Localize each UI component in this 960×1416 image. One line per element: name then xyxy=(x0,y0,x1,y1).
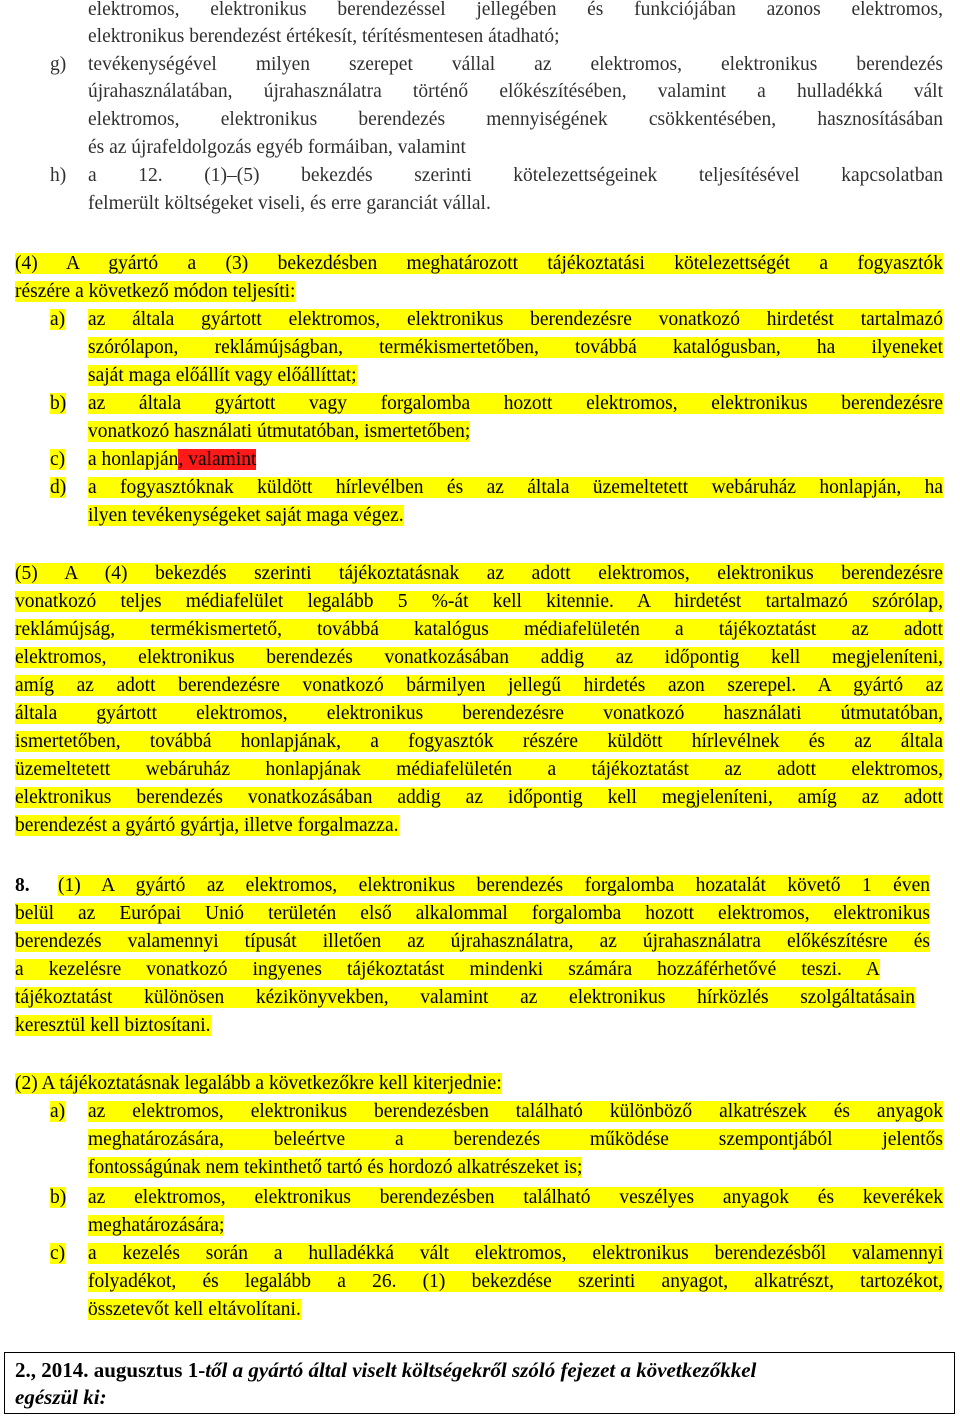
g-line-3: elektromos, elektronikus berendezés mennyiségének csökkentésében, hasznosításában xyxy=(88,109,943,130)
s8-line-2: belül az Európai Unió területén első alkalommal forgalomba hozott elektromos, elektronikus xyxy=(15,903,930,924)
p4-d-line-2: ilyen tevékenységeket saját maga végez. xyxy=(88,505,404,526)
p4-c-line: a honlapján, valamint xyxy=(88,449,257,470)
p5-line-4: elektromos, elektronikus berendezés vonatkozásában addig az időpontig kell megjeleníteni, xyxy=(15,647,943,668)
list-marker-g: g) xyxy=(50,54,67,75)
p2-c-line-1: a kezelés során a hulladékká vált elektromos, elektronikus berendezésből valamennyi xyxy=(88,1243,943,1264)
p4-b-line-1: az általa gyártott vagy forgalomba hozott elektromos, elektronikus berendezésre xyxy=(88,393,943,414)
g-line-2: újrahasználatában, újrahasználatra történő előkészítésében, valamint a hulladékká vált xyxy=(88,81,943,102)
p4-line-2: részére a következő módon teljesíti: xyxy=(15,281,296,302)
p2-c-line-3: összetevőt kell eltávolítani. xyxy=(88,1299,301,1320)
red-highlight: , valamint xyxy=(178,449,257,470)
p5-line-5: amíg az adott berendezésre vonatkozó bármilyen jellegű hirdetés azon szerepel. A gyártó az xyxy=(15,675,943,696)
p2-b-line-1: az elektromos, elektronikus berendezésben található veszélyes anyagok és keverékek xyxy=(88,1187,943,1208)
p2-marker-b: b) xyxy=(50,1187,67,1208)
amendment-note-box xyxy=(4,1352,955,1414)
s8-line-4: a kezelésre vonatkozó ingyenes tájékoztatást mindenki számára hozzáférhetővé teszi. A xyxy=(15,959,880,980)
amendment-note-line-2: egészül ki: xyxy=(15,1385,107,1409)
section-8-number: 8. xyxy=(15,875,30,896)
p5-line-9: elektronikus berendezés vonatkozásában addig az időpontig kell megjeleníteni, amíg az adott xyxy=(15,787,943,808)
g-line-1: tevékenységével milyen szerepet vállal az elektromos, elektronikus berendezés xyxy=(88,54,943,75)
p4-marker-a: a) xyxy=(50,309,66,330)
s8-line-6: keresztül kell biztosítani. xyxy=(15,1015,211,1036)
p2-a-line-2: meghatározására, beleértve a berendezés működése szempontjából jelentős xyxy=(88,1129,943,1150)
p4-d-line-1: a fogyasztóknak küldött hírlevélben és az általa üzemeltetett webáruház honlapján, ha xyxy=(88,477,943,498)
p2-marker-c: c) xyxy=(50,1243,66,1264)
g-line-4: és az újrafeldolgozás egyéb formáiban, valamint xyxy=(88,137,466,158)
list-marker-h: h) xyxy=(50,165,67,186)
p4-a-line-2: szórólapon, reklámújságban, termékismertetőben, továbbá katalógusban, ha ilyeneket xyxy=(88,337,943,358)
p4-a-line-3: saját maga előállít vagy előállíttat; xyxy=(88,365,357,386)
p5-line-3: reklámújság, termékismertető, továbbá katalógus médiafelületén a tájékoztatást az adott xyxy=(15,619,943,640)
p4-marker-d: d) xyxy=(50,477,67,498)
p5-line-7: ismertetőben, továbbá honlapjának, a fogyasztók részére küldött hírlevélnek és az általa xyxy=(15,731,943,752)
s8-line-1: (1) A gyártó az elektromos, elektronikus berendezés forgalomba hozatalát követő 1 éven xyxy=(58,875,930,896)
p4-line-1: (4) A gyártó a (3) bekezdésben meghatározott tájékoztatási kötelezettségét a fogyasztók xyxy=(15,253,943,274)
s8-line-3: berendezés valamennyi típusát illetően az újrahasználatra, az újrahasználatra előkészítésre és xyxy=(15,931,930,952)
p2-marker-a: a) xyxy=(50,1101,66,1122)
p4-a-line-1: az általa gyártott elektromos, elektronikus berendezésre vonatkozó hirdetést tartalmazó xyxy=(88,309,943,330)
p4-marker-c: c) xyxy=(50,449,66,470)
p2-intro: (2) A tájékoztatásnak legalább a következőkre kell kiterjednie: xyxy=(15,1073,502,1094)
p4-marker-b: b) xyxy=(50,393,67,414)
p5-line-2: vonatkozó teljes médiafelület legalább 5 %-át kell kitennie. A hirdetést tartalmazó szórólap, xyxy=(15,591,943,612)
h-line-2: felmerült költségeket viseli, és erre garanciát vállal. xyxy=(88,193,491,214)
p5-line-1: (5) A (4) bekezdés szerinti tájékoztatásnak az adott elektromos, elektronikus berendezésre xyxy=(15,563,943,584)
intro-line-1: elektromos, elektronikus berendezéssel jellegében és funkciójában azonos elektromos, xyxy=(88,0,943,20)
p5-line-6: általa gyártott elektromos, elektronikus berendezésre vonatkozó használati útmutatóban, xyxy=(15,703,943,724)
intro-line-2: elektronikus berendezést értékesít, térítésmentesen átadható; xyxy=(88,26,560,47)
h-line-1: a 12. (1)–(5) bekezdés szerinti kötelezettségeinek teljesítésével kapcsolatban xyxy=(88,165,943,186)
p2-a-line-1: az elektromos, elektronikus berendezésben található különböző alkatrészek és anyagok xyxy=(88,1101,943,1122)
p4-b-line-2: vonatkozó használati útmutatóban, ismertetőben; xyxy=(88,421,471,442)
p2-c-line-2: folyadékot, és legalább a 26. (1) bekezdése szerinti anyagot, alkatrészt, tartozékot, xyxy=(88,1271,943,1292)
p5-line-10: berendezést a gyártó gyártja, illetve forgalmazza. xyxy=(15,815,399,836)
p2-a-line-3: fontosságúnak nem tekinthető tartó és hordozó alkatrészeket is; xyxy=(88,1157,583,1178)
p5-line-8: üzemeltetett webáruház honlapjának médiafelületén a tájékoztatást az adott elektromos, xyxy=(15,759,943,780)
p2-b-line-2: meghatározására; xyxy=(88,1215,225,1236)
amendment-note-line-1: 2., 2014. augusztus 1-től a gyártó által viselt költségekről szóló fejezet a következőkkel xyxy=(15,1358,757,1382)
s8-line-5: tájékoztatást különösen kézikönyvekben, valamint az elektronikus hírközlés szolgáltatásain xyxy=(15,987,915,1008)
